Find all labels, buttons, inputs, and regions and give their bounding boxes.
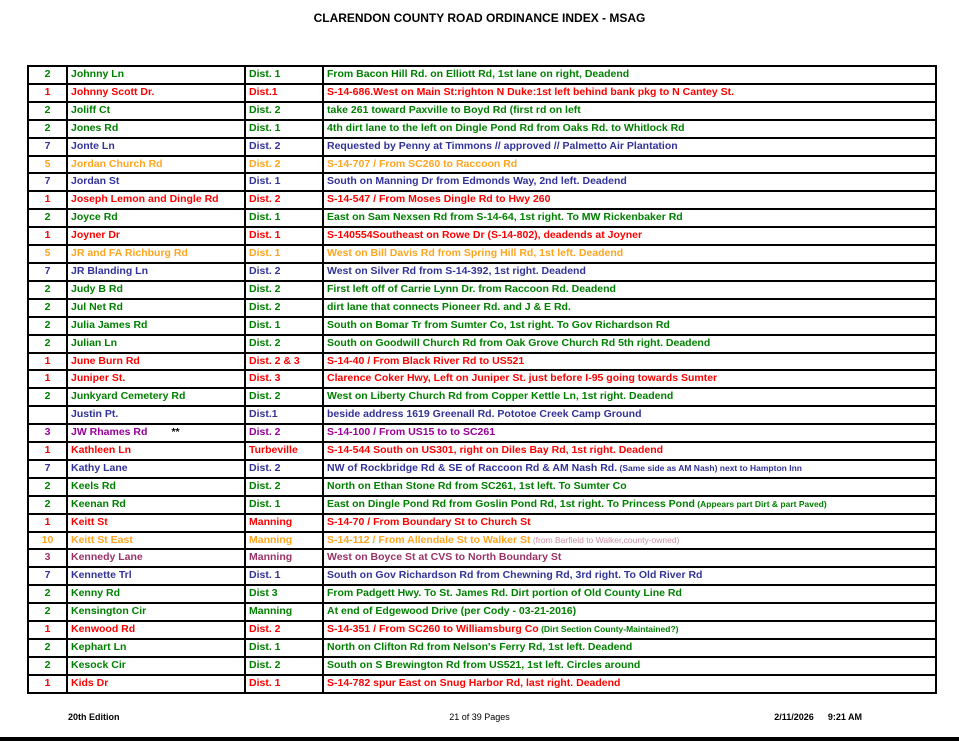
description-text: West on Bill Davis Rd from Spring Hill Rd, 1st left. Deadend bbox=[327, 247, 624, 260]
road-name: Jonte Ln bbox=[71, 139, 115, 152]
description-text: East on Sam Nexsen Rd from S-14-64, 1st right. To MW Rickenbaker Rd bbox=[327, 211, 683, 224]
road-name-cell bbox=[67, 227, 245, 245]
table-row bbox=[28, 424, 936, 442]
description-text: North on Clifton Rd from Nelson's Ferry Rd, 1st left. Deadend bbox=[327, 641, 633, 653]
ordinance-count-cell: 2 bbox=[28, 335, 67, 353]
ordinance-count-cell: 1 bbox=[28, 191, 67, 209]
description-text: S-14-100 / From US15 to to SC261 bbox=[327, 426, 496, 439]
district-cell: Dist. 2 bbox=[245, 335, 323, 353]
road-name-cell bbox=[67, 281, 245, 299]
description-note: (Dirt Section County-Maintained?) bbox=[538, 624, 679, 635]
ordinance-count-cell: 2 bbox=[28, 585, 67, 603]
footer-date: 2/11/2026 bbox=[774, 712, 814, 722]
road-name-cell bbox=[67, 585, 245, 603]
ordinance-count-cell: 2 bbox=[28, 66, 67, 84]
description-cell bbox=[323, 317, 936, 335]
road-name-cell bbox=[67, 460, 245, 478]
description-text: South on Gov Richardson Rd from Chewning Rd, 3rd right. To Old River Rd bbox=[327, 569, 703, 582]
description-text: From Padgett Hwy. To St. James Rd. Dirt portion of Old County Line Rd bbox=[327, 587, 682, 600]
description-cell bbox=[323, 532, 936, 550]
ordinance-count-cell: 2 bbox=[28, 603, 67, 621]
description-cell bbox=[323, 209, 936, 227]
ordinance-count-cell: 2 bbox=[28, 299, 67, 317]
road-name: JR Blanding Ln bbox=[71, 264, 148, 277]
description-text: S-14-351 / From SC260 to Williamsburg Co bbox=[327, 623, 539, 636]
table-row bbox=[28, 406, 936, 424]
road-name: Joyce Rd bbox=[71, 211, 118, 224]
table-row bbox=[28, 370, 936, 388]
description-text: S-14-782 spur East on Snug Harbor Rd, last right. Deadend bbox=[327, 676, 621, 689]
road-name-cell bbox=[67, 496, 245, 514]
road-name-cell bbox=[67, 406, 245, 424]
ordinance-count-cell: 1 bbox=[28, 514, 67, 532]
road-name-cell bbox=[67, 84, 245, 102]
road-name-cell bbox=[67, 478, 245, 496]
description-cell bbox=[323, 120, 936, 138]
description-text: NW of Rockbridge Rd & SE of Raccoon Rd & AM Nash Rd. bbox=[327, 461, 618, 474]
road-name-cell bbox=[67, 424, 245, 442]
road-name: Kathleen Ln bbox=[71, 444, 132, 457]
road-name: Kenwood Rd bbox=[71, 623, 136, 636]
ordinance-count-cell: 3 bbox=[28, 424, 67, 442]
table-row bbox=[28, 514, 936, 532]
bottom-divider bbox=[0, 737, 959, 741]
table-row bbox=[28, 120, 936, 138]
road-name-cell bbox=[67, 388, 245, 406]
ordinance-count-cell: 2 bbox=[28, 102, 67, 120]
description-text: S-14-112 / From Allendale St to Walker St bbox=[327, 533, 531, 546]
ordinance-count-cell: 7 bbox=[28, 173, 67, 191]
district-cell: Dist. 2 bbox=[245, 156, 323, 174]
road-name: Junkyard Cemetery Rd bbox=[71, 390, 186, 403]
road-name-cell bbox=[67, 353, 245, 371]
description-cell bbox=[323, 102, 936, 120]
description-text: North on Ethan Stone Rd from SC261, 1st left. To Sumter Co bbox=[327, 479, 627, 492]
description-text: beside address 1619 Greenall Rd. Pototoe Creek Camp Ground bbox=[327, 408, 642, 421]
road-name-cell bbox=[67, 675, 245, 693]
ordinance-count-cell: 7 bbox=[28, 567, 67, 585]
ordinance-count-cell: 7 bbox=[28, 138, 67, 156]
description-cell bbox=[323, 191, 936, 209]
district-cell: Dist. 3 bbox=[245, 370, 323, 388]
road-name: Keitt St bbox=[71, 515, 108, 528]
description-cell bbox=[323, 514, 936, 532]
description-cell bbox=[323, 639, 936, 657]
road-name-cell bbox=[67, 639, 245, 657]
description-text: East on Dingle Pond Rd from Goslin Pond Rd, 1st right. To Princess Pond bbox=[327, 497, 695, 510]
road-name: Judy B Rd bbox=[71, 282, 123, 295]
description-cell bbox=[323, 549, 936, 567]
district-cell: Dist 3 bbox=[245, 585, 323, 603]
footer-datetime bbox=[774, 712, 862, 722]
road-name-cell bbox=[67, 245, 245, 263]
description-text: South on Goodwill Church Rd from Oak Grove Church Rd 5th right. Deadend bbox=[327, 336, 711, 349]
ordinance-count-cell: 1 bbox=[28, 227, 67, 245]
table-row bbox=[28, 84, 936, 102]
description-text: S-14-707 / From SC260 to Raccoon Rd bbox=[327, 157, 518, 170]
table-row bbox=[28, 191, 936, 209]
description-cell bbox=[323, 156, 936, 174]
table-row bbox=[28, 263, 936, 281]
description-text: S-140554Southeast on Rowe Dr (S-14-802), deadends at Joyner bbox=[327, 229, 643, 242]
road-name-cell bbox=[67, 66, 245, 84]
description-text: Requested by Penny at Timmons // approved // Palmetto Air Plantation bbox=[327, 139, 678, 152]
road-name: Joliff Ct bbox=[71, 103, 111, 116]
table-row bbox=[28, 549, 936, 567]
ordinance-count-cell: 1 bbox=[28, 621, 67, 639]
district-cell: Dist. 1 bbox=[245, 639, 323, 657]
ordinance-count-cell: 2 bbox=[28, 657, 67, 675]
road-name: Keels Rd bbox=[71, 479, 116, 492]
description-text: take 261 toward Paxville to Boyd Rd (first rd on left bbox=[327, 103, 581, 116]
description-text: dirt lane that connects Pioneer Rd. and J & E Rd. bbox=[327, 300, 571, 313]
table-row bbox=[28, 675, 936, 693]
district-cell: Dist. 1 bbox=[245, 567, 323, 585]
road-name-cell bbox=[67, 567, 245, 585]
ordinance-count-cell: 1 bbox=[28, 353, 67, 371]
table-row bbox=[28, 317, 936, 335]
district-cell: Dist. 2 bbox=[245, 263, 323, 281]
road-name: Joyner Dr bbox=[71, 229, 121, 242]
description-cell bbox=[323, 66, 936, 84]
district-cell: Dist. 2 bbox=[245, 299, 323, 317]
district-cell: Dist. 2 bbox=[245, 621, 323, 639]
description-text: First left off of Carrie Lynn Dr. from Raccoon Rd. Deadend bbox=[327, 282, 616, 295]
district-cell: Dist. 2 bbox=[245, 102, 323, 120]
district-cell: Dist. 2 bbox=[245, 138, 323, 156]
ordinance-count-cell: 1 bbox=[28, 675, 67, 693]
description-text: South on Manning Dr from Edmonds Way, 2nd left. Deadend bbox=[327, 175, 627, 188]
road-name-cell bbox=[67, 370, 245, 388]
district-cell: Dist.1 bbox=[245, 84, 323, 102]
table-row bbox=[28, 657, 936, 675]
description-text: S-14-40 / From Black River Rd to US521 bbox=[327, 354, 525, 367]
description-cell bbox=[323, 227, 936, 245]
table-row bbox=[28, 603, 936, 621]
table-row bbox=[28, 227, 936, 245]
district-cell: Dist. 1 bbox=[245, 496, 323, 514]
road-name: Keenan Rd bbox=[71, 497, 126, 510]
ordinance-count-cell: 2 bbox=[28, 388, 67, 406]
district-cell: Dist. 1 bbox=[245, 227, 323, 245]
ordinance-count-cell: 10 bbox=[28, 532, 67, 550]
description-cell bbox=[323, 388, 936, 406]
description-text: Clarence Coker Hwy, Left on Juniper St. just before I-95 going towards Sumter bbox=[327, 372, 718, 385]
description-note: (from Barfield to Walker,county-owned) bbox=[530, 534, 680, 545]
table-row bbox=[28, 442, 936, 460]
ordinance-count-cell: 5 bbox=[28, 245, 67, 263]
ordinance-count-cell: 3 bbox=[28, 549, 67, 567]
description-cell bbox=[323, 585, 936, 603]
table-row bbox=[28, 281, 936, 299]
description-text: From Bacon Hill Rd. on Elliott Rd, 1st lane on right, Deadend bbox=[327, 68, 630, 80]
page-title: CLARENDON COUNTY ROAD ORDINANCE INDEX - MSAG bbox=[313, 11, 646, 25]
ordinance-count-cell: 2 bbox=[28, 478, 67, 496]
description-cell bbox=[323, 603, 936, 621]
description-cell bbox=[323, 460, 936, 478]
road-name: Kensington Cir bbox=[71, 605, 147, 618]
district-cell: Dist. 2 bbox=[245, 657, 323, 675]
road-name-cell bbox=[67, 156, 245, 174]
description-cell bbox=[323, 173, 936, 191]
description-cell bbox=[323, 657, 936, 675]
table-row bbox=[28, 353, 936, 371]
table-row bbox=[28, 532, 936, 550]
road-name-cell bbox=[67, 209, 245, 227]
ordinance-count-cell: 2 bbox=[28, 639, 67, 657]
district-cell: Dist. 1 bbox=[245, 209, 323, 227]
road-name: June Burn Rd bbox=[71, 354, 140, 367]
district-cell: Dist. 2 bbox=[245, 478, 323, 496]
road-name-cell bbox=[67, 191, 245, 209]
district-cell: Dist. 1 bbox=[245, 245, 323, 263]
road-name-cell bbox=[67, 102, 245, 120]
road-name: Jul Net Rd bbox=[71, 300, 123, 313]
description-cell bbox=[323, 245, 936, 263]
description-text: At end of Edgewood Drive (per Cody - 03-21-2016) bbox=[327, 605, 577, 618]
road-name-cell bbox=[67, 317, 245, 335]
district-cell: Dist. 2 & 3 bbox=[245, 353, 323, 371]
road-name: Johnny Scott Dr. bbox=[71, 85, 155, 98]
road-name-cell bbox=[67, 263, 245, 281]
road-name-cell bbox=[67, 299, 245, 317]
road-name-cell bbox=[67, 532, 245, 550]
description-text: West on Silver Rd from S-14-392, 1st right. Deadend bbox=[327, 264, 586, 277]
description-cell bbox=[323, 299, 936, 317]
road-name-cell bbox=[67, 514, 245, 532]
description-cell bbox=[323, 281, 936, 299]
district-cell: Dist. 1 bbox=[245, 317, 323, 335]
table-row bbox=[28, 460, 936, 478]
road-name: Kathy Lane bbox=[71, 461, 128, 474]
footer-edition: 20th Edition bbox=[68, 712, 120, 722]
description-cell bbox=[323, 442, 936, 460]
road-name-suffix: ** bbox=[171, 426, 180, 439]
table-row bbox=[28, 585, 936, 603]
road-name: JW Rhames Rd bbox=[71, 426, 148, 439]
ordinance-count-cell: 2 bbox=[28, 209, 67, 227]
description-text: 4th dirt lane to the left on Dingle Pond Rd from Oaks Rd. to Whitlock Rd bbox=[327, 121, 685, 134]
table-row bbox=[28, 478, 936, 496]
table-row bbox=[28, 245, 936, 263]
table-row bbox=[28, 567, 936, 585]
ordinance-count-cell bbox=[28, 406, 67, 424]
road-name: Kennedy Lane bbox=[71, 551, 143, 564]
district-cell: Dist. 2 bbox=[245, 388, 323, 406]
road-name: Jordan St bbox=[71, 175, 120, 188]
district-cell: Dist. 2 bbox=[245, 424, 323, 442]
ordinance-count-cell: 7 bbox=[28, 460, 67, 478]
table-row bbox=[28, 621, 936, 639]
district-cell: Dist. 2 bbox=[245, 281, 323, 299]
road-name-cell bbox=[67, 120, 245, 138]
description-cell bbox=[323, 370, 936, 388]
description-text: S-14-686.West on Main St:righton N Duke:1st left behind bank pkg to N Cantey St. bbox=[327, 85, 735, 98]
district-cell: Dist. 1 bbox=[245, 675, 323, 693]
road-name: Jones Rd bbox=[71, 121, 119, 134]
road-name: Juniper St. bbox=[71, 372, 126, 385]
ordinance-count-cell: 2 bbox=[28, 496, 67, 514]
description-cell bbox=[323, 567, 936, 585]
road-name-cell bbox=[67, 173, 245, 191]
ordinance-count-cell: 1 bbox=[28, 370, 67, 388]
road-name-cell bbox=[67, 603, 245, 621]
district-cell: Dist. 1 bbox=[245, 66, 323, 84]
table-row bbox=[28, 388, 936, 406]
description-text: South on Bomar Tr from Sumter Co, 1st right. To Gov Richardson Rd bbox=[327, 318, 670, 331]
table-row bbox=[28, 335, 936, 353]
ordinance-count-cell: 1 bbox=[28, 84, 67, 102]
road-name: Julian Ln bbox=[71, 336, 118, 349]
table-row bbox=[28, 639, 936, 657]
table-row bbox=[28, 299, 936, 317]
district-cell: Dist. 1 bbox=[245, 120, 323, 138]
description-text: West on Liberty Church Rd from Copper Kettle Ln, 1st right. Deadend bbox=[327, 390, 674, 403]
description-cell bbox=[323, 478, 936, 496]
road-name-cell bbox=[67, 335, 245, 353]
road-name: Kenny Rd bbox=[71, 587, 121, 600]
table-row bbox=[28, 209, 936, 227]
description-text: S-14-70 / From Boundary St to Church St bbox=[327, 515, 531, 528]
road-name: Jordan Church Rd bbox=[71, 157, 163, 170]
district-cell: Dist. 2 bbox=[245, 191, 323, 209]
road-name-cell bbox=[67, 442, 245, 460]
road-name: Johnny Ln bbox=[71, 68, 125, 80]
table-row bbox=[28, 496, 936, 514]
road-name: Kids Dr bbox=[71, 676, 109, 689]
ordinance-count-cell: 5 bbox=[28, 156, 67, 174]
footer-page-count: 21 of 39 Pages bbox=[449, 712, 510, 722]
footer-time: 9:21 AM bbox=[827, 712, 862, 722]
road-name: Justin Pt. bbox=[71, 408, 119, 421]
description-text: S-14-544 South on US301, right on Diles Bay Rd, 1st right. Deadend bbox=[327, 444, 664, 457]
district-cell: Dist.1 bbox=[245, 406, 323, 424]
description-note: (Same side as AM Nash) next to Hampton Inn bbox=[617, 462, 802, 473]
district-cell: Manning bbox=[245, 532, 323, 550]
table-row bbox=[28, 102, 936, 120]
ordinance-count-cell: 1 bbox=[28, 442, 67, 460]
description-cell bbox=[323, 406, 936, 424]
ordinance-count-cell: 2 bbox=[28, 317, 67, 335]
ordinance-count-cell: 2 bbox=[28, 120, 67, 138]
table-row bbox=[28, 156, 936, 174]
road-name-cell bbox=[67, 138, 245, 156]
description-cell bbox=[323, 675, 936, 693]
road-name: JR and FA Richburg Rd bbox=[71, 247, 188, 260]
ordinance-count-cell: 7 bbox=[28, 263, 67, 281]
road-name: Joseph Lemon and Dingle Rd bbox=[71, 193, 219, 206]
description-text: West on Boyce St at CVS to North Boundary St bbox=[327, 551, 562, 564]
description-cell bbox=[323, 353, 936, 371]
ordinance-count-cell: 2 bbox=[28, 281, 67, 299]
description-cell bbox=[323, 621, 936, 639]
table-row bbox=[28, 173, 936, 191]
description-cell bbox=[323, 335, 936, 353]
district-cell: Manning bbox=[245, 514, 323, 532]
description-text: South on S Brewington Rd from US521, 1st left. Circles around bbox=[327, 658, 641, 671]
description-text: S-14-547 / From Moses Dingle Rd to Hwy 260 bbox=[327, 193, 551, 206]
road-name: Kephart Ln bbox=[71, 641, 127, 653]
district-cell: Dist. 1 bbox=[245, 173, 323, 191]
road-name: Kesock Cir bbox=[71, 658, 126, 671]
district-cell: Turbeville bbox=[245, 442, 323, 460]
road-name: Julia James Rd bbox=[71, 318, 148, 331]
description-cell bbox=[323, 496, 936, 514]
road-ordinance-index-table bbox=[27, 65, 937, 694]
table-row bbox=[28, 66, 936, 84]
description-cell bbox=[323, 424, 936, 442]
description-cell bbox=[323, 138, 936, 156]
road-name-cell bbox=[67, 621, 245, 639]
district-cell: Manning bbox=[245, 603, 323, 621]
road-name-cell bbox=[67, 549, 245, 567]
road-name: Keitt St East bbox=[71, 533, 133, 546]
description-note: (Appears part Dirt & part Paved) bbox=[694, 498, 827, 509]
road-name: Kennette Trl bbox=[71, 569, 132, 582]
description-cell bbox=[323, 84, 936, 102]
description-cell bbox=[323, 263, 936, 281]
road-name-cell bbox=[67, 657, 245, 675]
table-row bbox=[28, 138, 936, 156]
district-cell: Manning bbox=[245, 549, 323, 567]
district-cell: Dist. 2 bbox=[245, 460, 323, 478]
